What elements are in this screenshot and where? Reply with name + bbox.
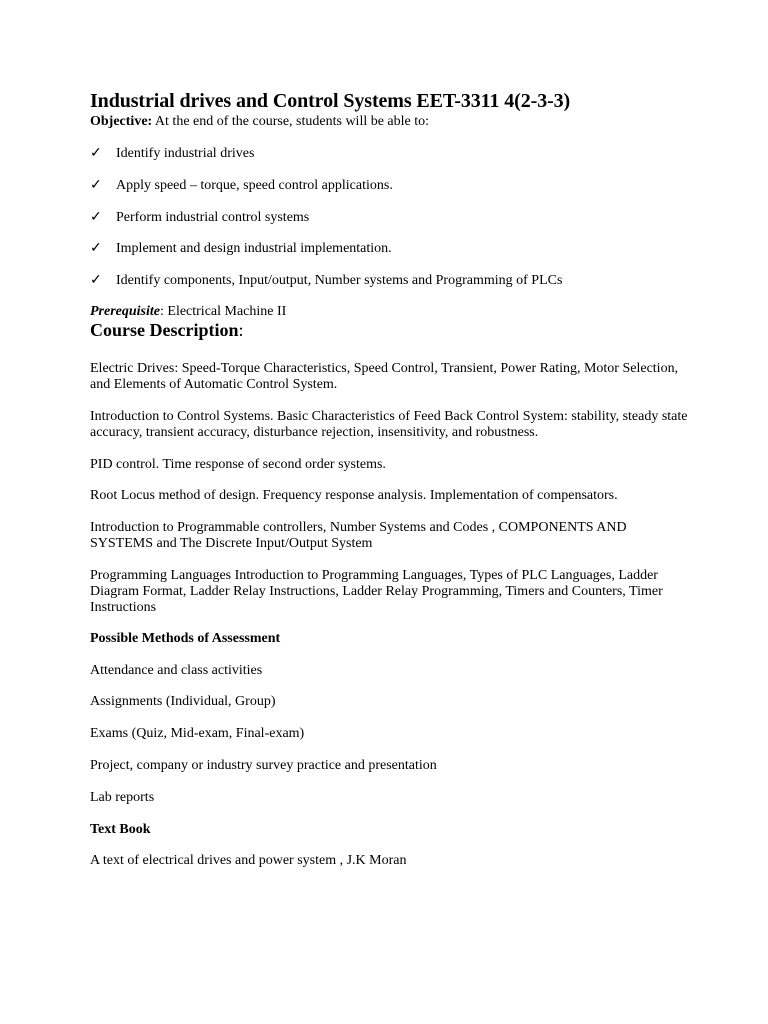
description-paragraph: Programming Languages Introduction to Programming Languages, Types of PLC Languages, Ladder Diagram Format, Ladder Relay Instructions, Ladder Relay Programming, Timers and Counters, Timer Instructions (90, 568, 663, 615)
objective-item (90, 240, 392, 257)
objective-item (90, 209, 309, 226)
checkmark-icon: ✓ (90, 273, 102, 288)
objective-item (90, 272, 562, 289)
objective-item (90, 177, 393, 194)
checkmark-icon: ✓ (90, 210, 102, 225)
assessment-heading: Possible Methods of Assessment (90, 631, 281, 646)
course-description-heading (90, 320, 244, 341)
assessment-item: Lab reports (90, 790, 155, 805)
textbook-heading: Text Book (90, 822, 151, 837)
course-description-colon: : (238, 320, 244, 340)
description-paragraph: Introduction to Programmable controllers, Number Systems and Codes , COMPONENTS AND SYSTEMS and The Discrete Input/Output System (90, 520, 627, 551)
checkmark-icon: ✓ (90, 178, 102, 193)
textbook-item: A text of electrical drives and power system , J.K Moran (90, 853, 407, 868)
course-description-title: Course Description (90, 320, 239, 340)
description-paragraph: Electric Drives: Speed-Torque Characteristics, Speed Control, Transient, Power Rating, Motor Selection, and Elements of Automatic Control System. (90, 361, 679, 392)
objective-label: Objective: (90, 114, 153, 129)
objective-item-text: Apply speed – torque, speed control applications. (116, 178, 393, 193)
description-paragraph: Introduction to Control Systems. Basic Characteristics of Feed Back Control System: stability, steady state accuracy, transient accuracy, disturbance rejection, insensitivity, and robustness. (90, 409, 688, 440)
course-title: Industrial drives and Control Systems EET-3311 4(2-3-3) (90, 90, 571, 112)
assessment-item: Assignments (Individual, Group) (90, 694, 276, 709)
checkmark-icon: ✓ (90, 146, 102, 161)
objective-item-text: Identify industrial drives (116, 146, 255, 161)
objective-item-text: Perform industrial control systems (116, 210, 310, 225)
objective-line (90, 114, 429, 130)
assessment-item: Project, company or industry survey practice and presentation (90, 758, 437, 773)
checkmark-icon: ✓ (90, 241, 102, 256)
prerequisite-line (90, 304, 286, 320)
description-paragraph: Root Locus method of design. Frequency response analysis. Implementation of compensators. (90, 488, 618, 503)
objective-item-text: Implement and design industrial implementation. (116, 241, 392, 256)
assessment-item: Attendance and class activities (90, 663, 263, 678)
description-paragraph: PID control. Time response of second order systems. (90, 457, 386, 472)
prerequisite-text: : Electrical Machine II (160, 304, 287, 319)
prerequisite-label: Prerequisite (90, 304, 160, 319)
objective-item (90, 145, 254, 162)
objective-text: At the end of the course, students will be able to: (152, 114, 430, 129)
assessment-item: Exams (Quiz, Mid-exam, Final-exam) (90, 726, 305, 741)
objective-item-text: Identify components, Input/output, Number systems and Programming of PLCs (116, 273, 563, 288)
